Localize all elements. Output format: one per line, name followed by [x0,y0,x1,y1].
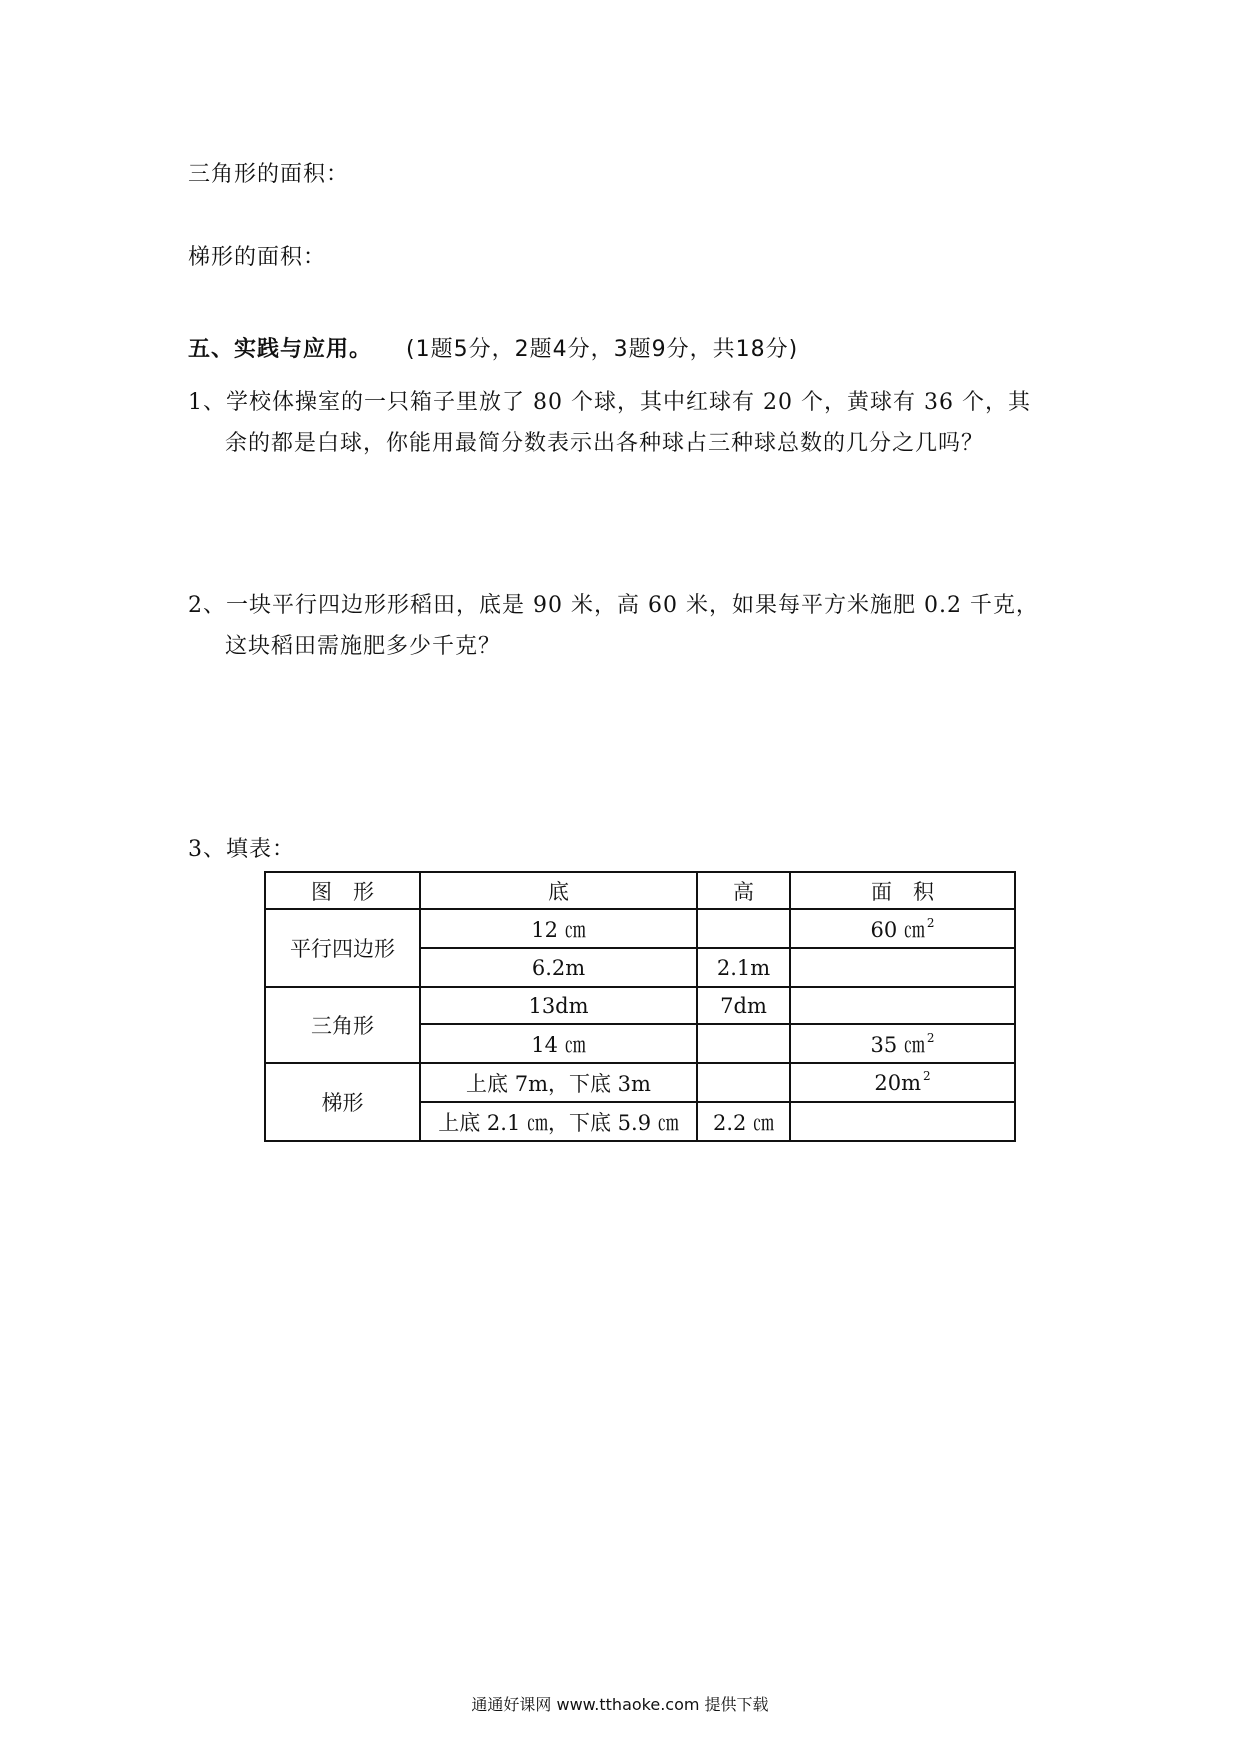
shape-cell: 三角形 [265,987,420,1063]
shape-cell: 平行四边形 [265,909,420,987]
question-1-line-2: 余的都是白球，你能用最简分数表示出各种球占三种球总数的几分之几吗？ [225,431,985,456]
base-cell: 上底 2.1 ㎝，下底 5.9 ㎝ [420,1102,697,1141]
section-heading [188,332,798,363]
area-cell [790,1063,1015,1102]
shape-cell: 梯形 [265,1063,420,1141]
question-1-line-1: 1、学校体操室的一只箱子里放了 80 个球，其中红球有 20 个，黄球有 36 个，其 [188,390,1031,415]
area-value: 35 ㎝ [870,1032,925,1057]
table-row [265,909,1015,948]
header-base: 底 [420,872,697,909]
height-cell: 2.1m [697,948,790,987]
base-cell: 上底 7m，下底 3m [420,1063,697,1102]
area-superscript: 2 [923,1068,931,1083]
area-cell [790,1024,1015,1063]
base-cell: 14 ㎝ [420,1024,697,1063]
header-shape: 图 形 [265,872,420,909]
table-header-row [265,872,1015,909]
header-area: 面 积 [790,872,1015,909]
height-cell: 2.2 ㎝ [697,1102,790,1141]
trapezoid-area-label: 梯形的面积： [188,245,327,270]
height-cell [697,909,790,948]
area-value: 20m [874,1070,921,1095]
area-superscript: 2 [926,915,935,930]
base-cell: 12 ㎝ [420,909,697,948]
area-value: 60 ㎝ [870,917,925,942]
section-title: 五、实践与应用。 [188,337,373,362]
page-footer: 通通好课网 www.tthaoke.com 提供下载 [471,1695,769,1714]
table-row [265,987,1015,1024]
triangle-area-label: 三角形的面积： [188,162,350,187]
area-cell [790,987,1015,1024]
area-cell [790,1102,1015,1141]
area-cell [790,948,1015,987]
height-cell [697,1063,790,1102]
question-2-line-2: 这块稻田需施肥多少千克？ [225,634,502,659]
question-2-line-1: 2、一块平行四边形形稻田，底是 90 米，高 60 米，如果每平方米施肥 0.2 千克， [188,593,1039,618]
area-cell [790,909,1015,948]
question-3-label: 3、填表： [188,837,295,862]
area-superscript: 2 [926,1030,935,1045]
base-cell: 6.2m [420,948,697,987]
fill-in-table [264,871,1016,1142]
section-score-note: (1题5分，2题4分，3题9分，共18分) [406,337,799,362]
height-cell: 7dm [697,987,790,1024]
table-row [265,1063,1015,1102]
base-cell: 13dm [420,987,697,1024]
height-cell [697,1024,790,1063]
header-height: 高 [697,872,790,909]
